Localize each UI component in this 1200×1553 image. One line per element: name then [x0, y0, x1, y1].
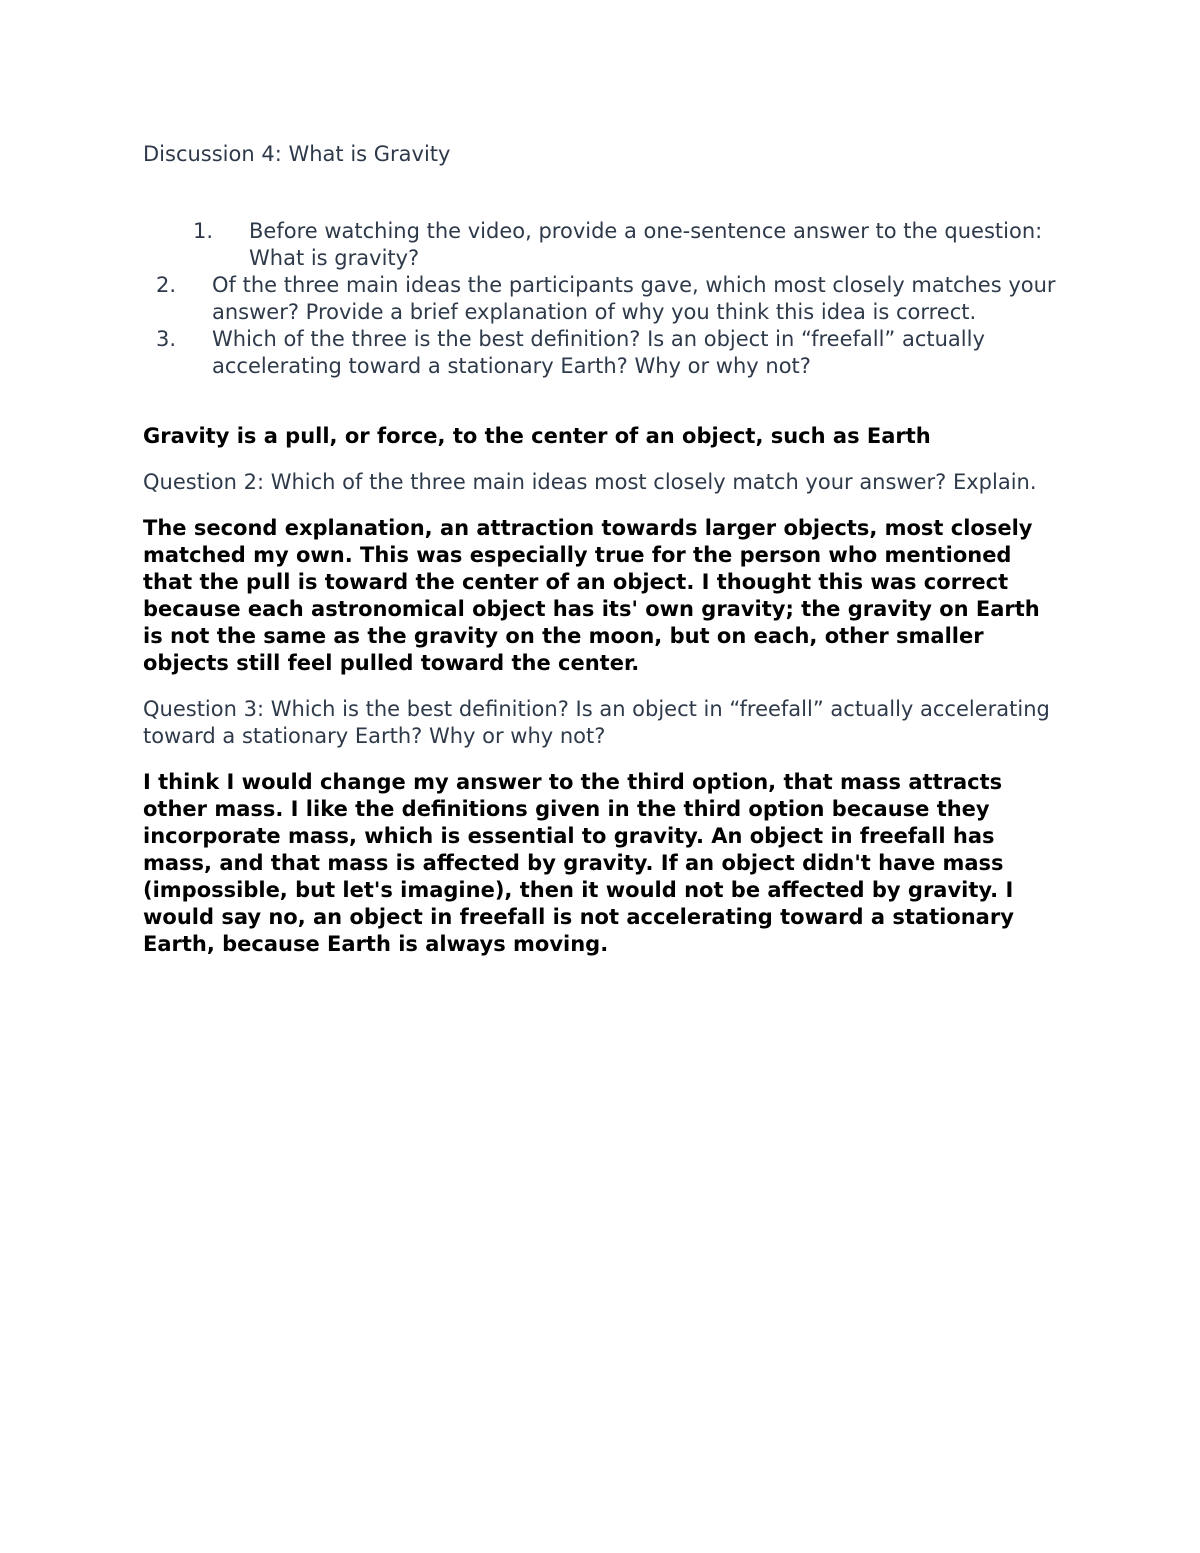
prompt-number: 3. — [155, 327, 176, 351]
prompt-text: Which of the three is the best definition? Is an object in “freefall” actually accelerating toward a stationary Earth? Why or why not? — [212, 327, 985, 378]
prompt-list — [143, 218, 1063, 380]
prompt-number: 1. — [192, 219, 213, 243]
question-2: Question 2: Which of the three main ideas most closely match your answer? Explain. — [143, 470, 1037, 494]
prompt-text: Of the three main ideas the participants gave, which most closely matches your answer? Provide a brief explanation of why you think this idea is correct. — [212, 273, 1056, 324]
document-page — [143, 140, 1063, 958]
document-title: Discussion 4: What is Gravity — [143, 142, 451, 166]
answer-3: I think I would change my answer to the third option, that mass attracts other mass. I like the definitions given in the third option because they incorporate mass, which is essential to gravity. An object in freefall has mass, and that mass is affected by gravity. If an object didn't have mass (impossible, but let's imagine), then it would not be affected by gravity. I would say no, an object in freefall is not accelerating toward a stationary Earth, because Earth is always moving. — [143, 770, 1014, 956]
answer-2: The second explanation, an attraction towards larger objects, most closely matched my own. This was especially true for the person who mentioned that the pull is toward the center of an object. I thought this was correct because each astronomical object has its' own gravity; the gravity on Earth is not the same as the gravity on the moon, but on each, other smaller objects still feel pulled toward the center. — [143, 516, 1040, 675]
prompt-item — [143, 326, 1063, 380]
question-3: Question 3: Which is the best definition? Is an object in “freefall” actually accelerating toward a stationary Earth? Why or why not? — [143, 697, 1050, 748]
prompt-item — [143, 272, 1063, 326]
prompt-number: 2. — [155, 273, 176, 297]
prompt-text: Before watching the video, provide a one-sentence answer to the question: What is gravity? — [249, 219, 1043, 270]
answer-1: Gravity is a pull, or force, to the center of an object, such as Earth — [143, 424, 931, 448]
prompt-item — [143, 218, 1063, 272]
